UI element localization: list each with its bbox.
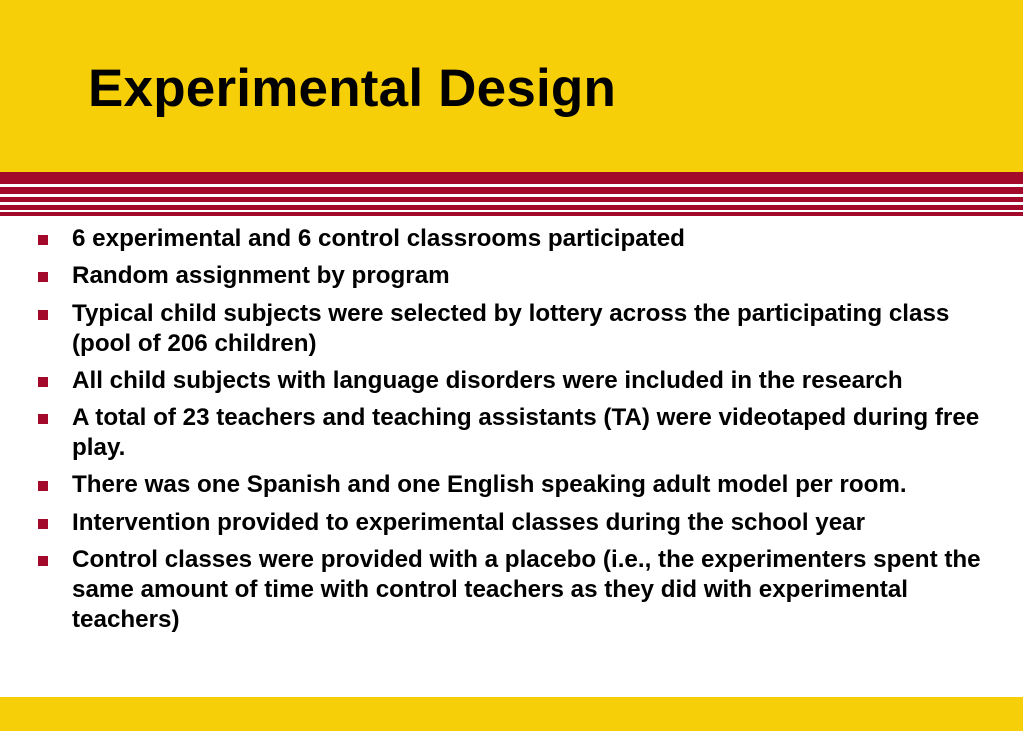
bullet-item: [0, 545, 1023, 635]
bullet-list: [0, 224, 1023, 642]
bullet-text: All child subjects with language disorders were included in the research: [72, 366, 903, 394]
square-bullet-icon: [38, 519, 48, 529]
bullet-item: [0, 366, 1023, 396]
stripe-red-1: [0, 172, 1023, 184]
footer-bar: [0, 697, 1023, 731]
bullet-text: There was one Spanish and one English speaking adult model per room.: [72, 471, 907, 499]
square-bullet-icon: [38, 556, 48, 566]
square-bullet-icon: [38, 272, 48, 282]
bullet-text: Random assignment by program: [72, 262, 450, 290]
bullet-text: Typical child subjects were selected by lottery across the participating class (pool of 206 children): [72, 299, 950, 357]
bullet-text: A total of 23 teachers and teaching assistants (TA) were videotaped during free play.: [72, 404, 980, 462]
bullet-item: [0, 224, 1023, 254]
bullet-item: [0, 261, 1023, 291]
square-bullet-icon: [38, 414, 48, 424]
title-banner: [0, 0, 1023, 172]
square-bullet-icon: [38, 377, 48, 387]
stripe-red-2: [0, 187, 1023, 194]
square-bullet-icon: [38, 235, 48, 245]
stripe-red-5: [0, 212, 1023, 216]
square-bullet-icon: [38, 310, 48, 320]
bullet-text: 6 experimental and 6 control classrooms participated: [72, 225, 685, 252]
bullet-text: Intervention provided to experimental classes during the school year: [72, 508, 866, 536]
bullet-text: Control classes were provided with a placebo (i.e., the experimenters spent the same amount of time with control teachers as they did with experimental teachers): [72, 546, 981, 634]
decorative-stripes: [0, 172, 1023, 216]
bullet-item: [0, 403, 1023, 463]
square-bullet-icon: [38, 481, 48, 491]
bullet-item: [0, 508, 1023, 538]
bullet-item: [0, 299, 1023, 359]
slide-title: Experimental Design: [88, 59, 617, 118]
bullet-item: [0, 470, 1023, 500]
